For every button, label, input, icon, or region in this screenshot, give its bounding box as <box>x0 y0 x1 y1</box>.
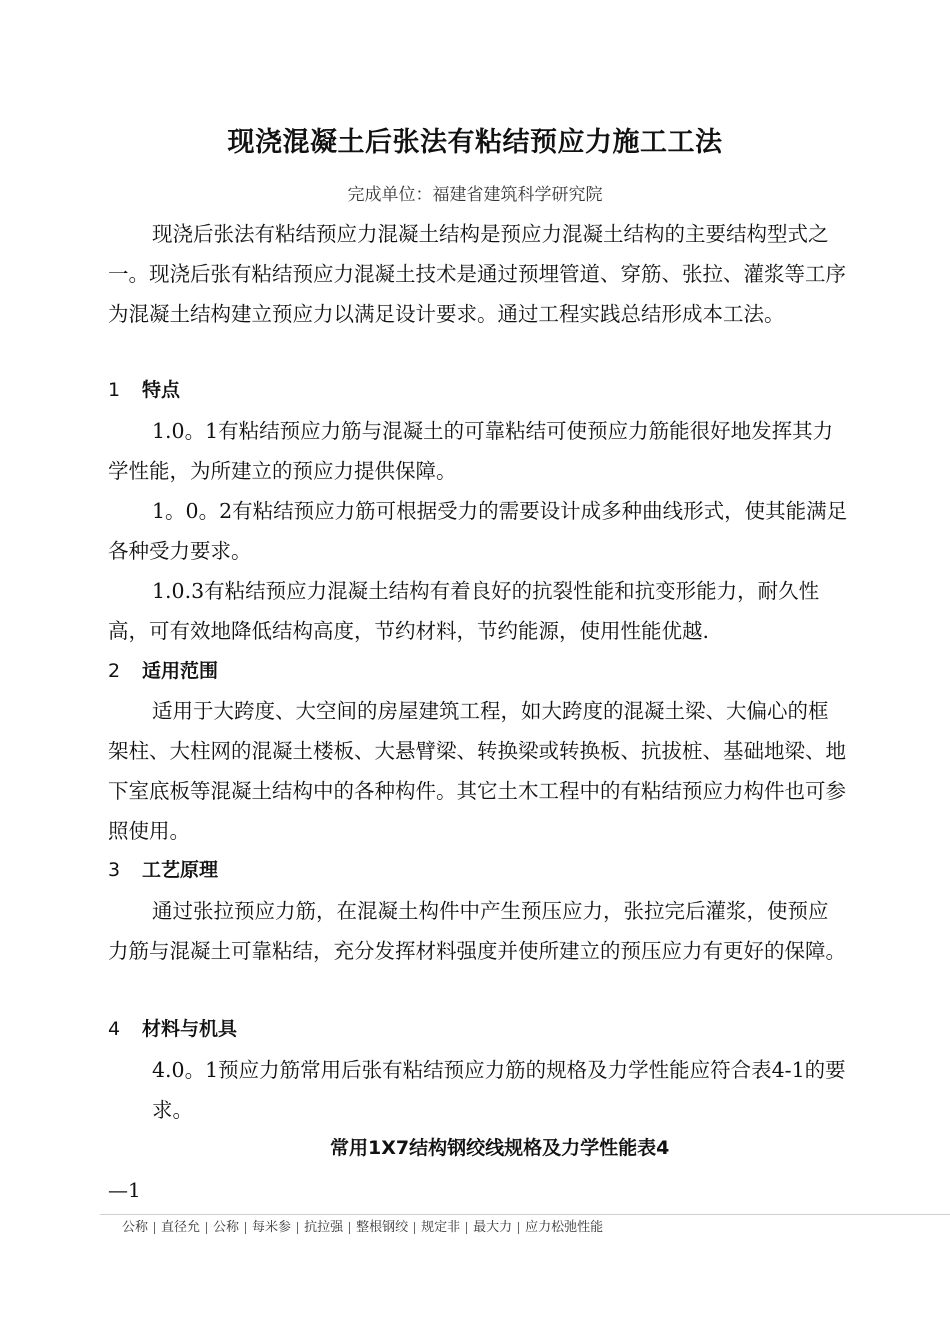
paragraph-1-0-3: 1.0.3有粘结预应力混凝土结构有着良好的抗裂性能和抗变形能力，耐久性高，可有效地降低结构高度，节约材料，节约能源，使用性能优越. <box>108 579 820 643</box>
column-divider <box>206 1222 207 1234</box>
section-number: 3 <box>108 859 121 881</box>
table-header-cell: 每米参 <box>252 1220 292 1235</box>
section-title: 适用范围 <box>142 660 219 682</box>
table-header-cell: 应力松弛性能 <box>525 1220 604 1235</box>
completion-unit: 完成单位：福建省建筑科学研究院 <box>347 185 603 205</box>
table-header-cell: 公称 <box>122 1220 149 1235</box>
table-top-rule <box>100 1214 950 1215</box>
table-header-cell: 整根钢绞 <box>356 1220 409 1235</box>
section-heading-4 <box>108 1014 237 1044</box>
column-divider <box>297 1222 298 1234</box>
intro-paragraph: 现浇后张法有粘结预应力混凝土结构是预应力混凝土结构的主要结构型式之一。现浇后张有粘结预应力混凝土技术是通过预埋管道、穿筋、张拉、灌浆等工序为混凝土结构建立预应力以满足设计要求。通过工程实践总结形成本工法。 <box>108 222 846 326</box>
section-number: 1 <box>108 379 121 401</box>
section-heading-1 <box>108 375 180 405</box>
paragraph-4-0-1: 4.0。1预应力筋常用后张有粘结预应力筋的规格及力学性能应符合表4-1的要求。 <box>152 1058 846 1122</box>
section-heading-3 <box>108 855 218 885</box>
column-divider <box>466 1222 467 1234</box>
table-caption-continuation: —1 <box>108 1178 141 1202</box>
table-header-cell: 最大力 <box>473 1220 513 1235</box>
section-number: 2 <box>108 660 121 682</box>
section-title: 材料与机具 <box>142 1018 238 1040</box>
section-number: 4 <box>108 1018 121 1040</box>
table-header-cell: 公称 <box>213 1220 240 1235</box>
paragraph-principle: 通过张拉预应力筋，在混凝土构件中产生预压应力，张拉完后灌浆，使预应力筋与混凝土可靠粘结，充分发挥材料强度并使所建立的预压应力有更好的保障。 <box>108 899 846 963</box>
table-header-row <box>122 1218 603 1238</box>
table-header-cell: 规定非 <box>421 1220 461 1235</box>
section-title: 工艺原理 <box>142 859 219 881</box>
paragraph-1-0-2: 1。0。2有粘结预应力筋可根据受力的需要设计成多种曲线形式，使其能满足各种受力要求。 <box>108 499 848 563</box>
table-header-cell: 直径允 <box>161 1220 201 1235</box>
column-divider <box>414 1222 415 1234</box>
paragraph-1-0-1: 1.0。1有粘结预应力筋与混凝土的可靠粘结可使预应力筋能很好地发挥其力学性能，为所建立的预应力提供保障。 <box>108 419 834 483</box>
table-caption: 常用1X7结构钢绞线规格及力学性能表4 <box>330 1137 670 1159</box>
column-divider <box>245 1222 246 1234</box>
section-title: 特点 <box>142 379 181 401</box>
table-header-cell: 抗拉强 <box>304 1220 344 1235</box>
paragraph-scope: 适用于大跨度、大空间的房屋建筑工程，如大跨度的混凝土梁、大偏心的框架柱、大柱网的混凝土楼板、大悬臂梁、转换梁或转换板、抗拔桩、基础地梁、地下室底板等混凝土结构中的各种构件。其它土木工程中的有粘结预应力构件也可参照使用。 <box>108 699 846 843</box>
section-heading-2 <box>108 656 218 686</box>
document-title: 现浇混凝土后张法有粘结预应力施工工法 <box>227 127 723 158</box>
column-divider <box>154 1222 155 1234</box>
column-divider <box>349 1222 350 1234</box>
column-divider <box>518 1222 519 1234</box>
